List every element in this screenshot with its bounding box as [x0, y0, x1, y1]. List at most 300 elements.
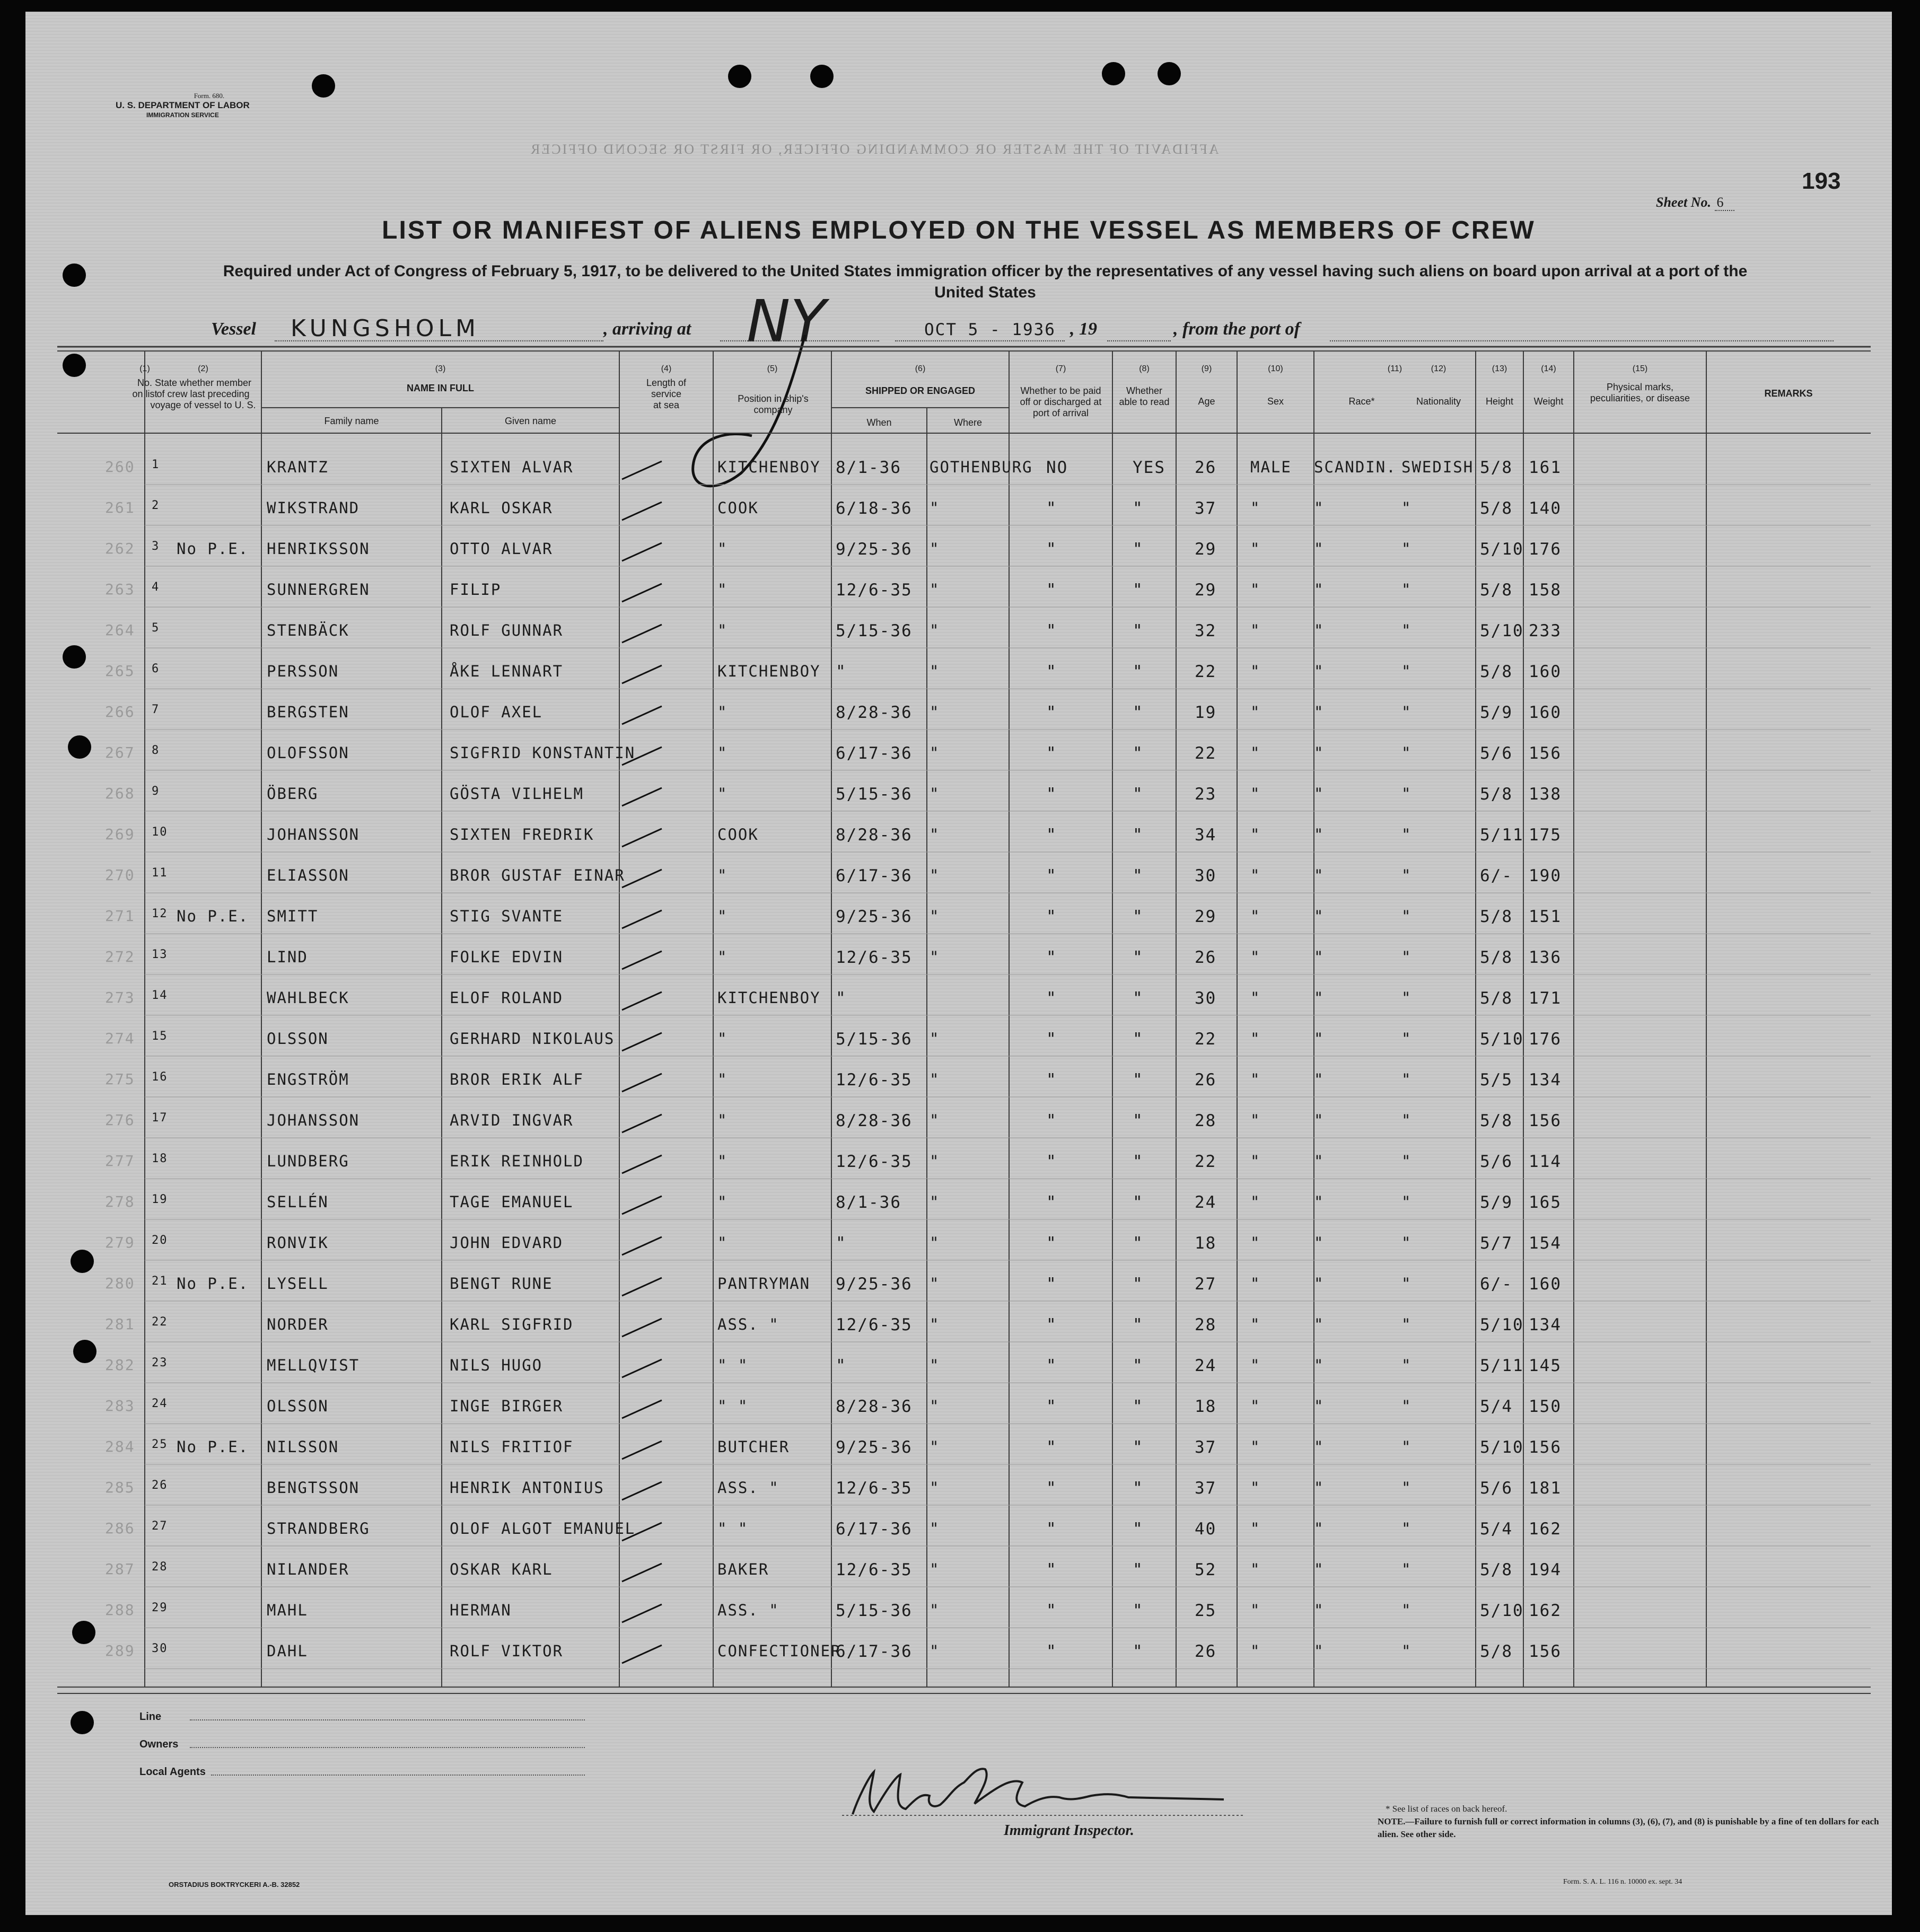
position: ASS. ": [717, 1315, 779, 1333]
family-name: SUNNERGREN: [267, 581, 370, 599]
shipped-when: 12/6-35: [836, 1560, 913, 1579]
weight: 156: [1529, 1642, 1562, 1661]
family-name: MAHL: [267, 1601, 308, 1619]
col-12-label: Nationality: [1416, 396, 1461, 407]
shipped-where: ": [930, 1438, 940, 1456]
position: KITCHENBOY: [717, 458, 821, 476]
able-to-read: ": [1133, 621, 1144, 640]
sex: ": [1250, 1111, 1261, 1129]
list-number: 2: [152, 499, 160, 512]
age: 25: [1195, 1601, 1217, 1620]
page-title: LIST OR MANIFEST OF ALIENS EMPLOYED ON THE VESSEL AS MEMBERS OF CREW: [382, 216, 1536, 244]
race: ": [1314, 1397, 1325, 1415]
position: BUTCHER: [717, 1438, 790, 1456]
height: 5/8: [1480, 581, 1513, 600]
shipped-where: ": [930, 1520, 940, 1538]
paid-off: ": [1046, 1601, 1057, 1620]
service-check-mark: [622, 788, 662, 806]
height: 5/8: [1480, 499, 1513, 518]
given-name: SIXTEN FREDRIK: [450, 826, 594, 844]
family-name: BENGTSSON: [267, 1479, 360, 1497]
age: 29: [1195, 581, 1217, 600]
position: BAKER: [717, 1560, 769, 1578]
sheet-label: Sheet No.: [1656, 195, 1711, 210]
age: 26: [1195, 1642, 1217, 1661]
able-to-read: ": [1133, 1315, 1144, 1334]
given-name: KARL SIGFRID: [450, 1315, 574, 1333]
height: 5/8: [1480, 1642, 1513, 1661]
sex: ": [1250, 1193, 1261, 1211]
height: 5/11: [1480, 1356, 1524, 1375]
shipped-where: ": [930, 907, 940, 925]
list-number: 8: [152, 744, 160, 757]
service-check-mark: [622, 1564, 662, 1582]
age: 22: [1195, 1152, 1217, 1171]
list-number: 20: [152, 1234, 168, 1247]
arriving-port: NY: [747, 287, 826, 355]
line-number: 289: [105, 1642, 135, 1659]
weight: 161: [1529, 458, 1562, 477]
paid-off: ": [1046, 1479, 1057, 1498]
col-2-number: (2): [198, 364, 208, 373]
age: 37: [1195, 499, 1217, 518]
position: " ": [717, 1356, 749, 1374]
given-name: OSKAR KARL: [450, 1560, 553, 1578]
list-number: 5: [152, 621, 160, 635]
list-number: 29: [152, 1601, 168, 1614]
race: ": [1314, 1234, 1325, 1252]
given-name: BROR ERIK ALF: [450, 1070, 584, 1088]
nationality: ": [1401, 1152, 1412, 1170]
position: ": [717, 948, 728, 966]
family-name: DAHL: [267, 1642, 308, 1660]
list-number: 11: [152, 866, 168, 880]
shipped-when: 8/28-36: [836, 1397, 913, 1416]
height: 5/10: [1480, 1601, 1524, 1620]
shipped-where: ": [930, 1601, 940, 1619]
line-number: 278: [105, 1193, 135, 1210]
race: ": [1314, 1070, 1325, 1088]
previous-voyage: No P.E.: [177, 907, 249, 925]
sex: ": [1250, 1438, 1261, 1456]
weight: 176: [1529, 1030, 1562, 1049]
age: 22: [1195, 662, 1217, 681]
race: ": [1314, 1356, 1325, 1374]
service-check-mark: [622, 992, 662, 1010]
shipped-where: ": [930, 499, 940, 517]
race: ": [1314, 581, 1325, 599]
list-number: 17: [152, 1111, 168, 1125]
family-name: RONVIK: [267, 1234, 329, 1252]
family-name: OLSSON: [267, 1030, 329, 1048]
shipped-where: ": [930, 1397, 940, 1415]
sex: ": [1250, 1601, 1261, 1619]
service-check-mark: [622, 1319, 662, 1337]
shipped-when: 12/6-35: [836, 581, 913, 600]
weight: 176: [1529, 540, 1562, 559]
age: 26: [1195, 458, 1217, 477]
sex: ": [1250, 826, 1261, 844]
shipped-where: ": [930, 703, 940, 721]
shipped-when: ": [836, 1234, 847, 1253]
service-check-mark: [622, 502, 662, 520]
line-number: 281: [105, 1315, 135, 1333]
nationality: ": [1401, 1642, 1412, 1660]
sex: ": [1250, 744, 1261, 762]
race: ": [1314, 499, 1325, 517]
nationality: ": [1401, 1520, 1412, 1538]
line-number: 271: [105, 907, 135, 925]
paid-off: ": [1046, 1152, 1057, 1171]
weight: 156: [1529, 1111, 1562, 1130]
sex: ": [1250, 621, 1261, 639]
inspector-label: Immigrant Inspector.: [1004, 1822, 1134, 1839]
sex: ": [1250, 662, 1261, 680]
position: ": [717, 703, 728, 721]
height: 5/9: [1480, 703, 1513, 722]
line-number: 288: [105, 1601, 135, 1619]
position: KITCHENBOY: [717, 989, 821, 1007]
nationality: ": [1401, 744, 1412, 762]
able-to-read: ": [1133, 499, 1144, 518]
able-to-read: ": [1133, 907, 1144, 926]
paid-off: ": [1046, 866, 1057, 885]
position: COOK: [717, 826, 759, 844]
line-number: 264: [105, 621, 135, 639]
line-number: 283: [105, 1397, 135, 1415]
line-number: 282: [105, 1356, 135, 1374]
given-name: GERHARD NIKOLAUS: [450, 1030, 615, 1048]
previous-voyage: No P.E.: [177, 1438, 249, 1456]
line-number: 263: [105, 581, 135, 598]
given-name: FILIP: [450, 581, 502, 599]
weight: 160: [1529, 662, 1562, 681]
height: 5/11: [1480, 826, 1524, 845]
paid-off: ": [1046, 785, 1057, 804]
service-check-mark: [622, 1033, 662, 1051]
col-6-number: (6): [915, 364, 926, 373]
family-name: JOHANSSON: [267, 826, 360, 844]
weight: 160: [1529, 703, 1562, 722]
list-number: 18: [152, 1152, 168, 1165]
sex: ": [1250, 1479, 1261, 1497]
shipped-when: 12/6-35: [836, 1070, 913, 1090]
family-name: OLSSON: [267, 1397, 329, 1415]
family-name: STRANDBERG: [267, 1520, 370, 1538]
list-number: 14: [152, 989, 168, 1002]
given-name: GÖSTA VILHELM: [450, 785, 584, 803]
col-4-number: (4): [661, 364, 672, 373]
list-number: 10: [152, 826, 168, 839]
shipped-where: ": [930, 1030, 940, 1048]
sex: ": [1250, 1520, 1261, 1538]
vessel-label: Vessel: [211, 319, 256, 339]
given-name: BENGT RUNE: [450, 1275, 553, 1293]
weight: 114: [1529, 1152, 1562, 1171]
col-8-number: (8): [1139, 364, 1150, 373]
weight: 165: [1529, 1193, 1562, 1212]
able-to-read: ": [1133, 1479, 1144, 1498]
nationality: ": [1401, 1479, 1412, 1497]
position: ": [717, 1030, 728, 1048]
able-to-read: ": [1133, 948, 1144, 967]
shipped-when: 8/1-36: [836, 1193, 901, 1212]
shipped-where: ": [930, 826, 940, 844]
shipped-when: 12/6-35: [836, 1152, 913, 1171]
race: ": [1314, 1275, 1325, 1293]
given-name: HERMAN: [450, 1601, 512, 1619]
line-number: 275: [105, 1070, 135, 1088]
shipped-when: 12/6-35: [836, 1315, 913, 1334]
race: ": [1314, 1111, 1325, 1129]
given-name: SIXTEN ALVAR: [450, 458, 574, 476]
shipped-when: 12/6-35: [836, 948, 913, 967]
weight: 162: [1529, 1601, 1562, 1620]
previous-voyage: No P.E.: [177, 1275, 249, 1293]
height: 5/10: [1480, 1315, 1524, 1334]
shipped-where: ": [930, 1111, 940, 1129]
paid-off: ": [1046, 744, 1057, 763]
service-check-mark: [622, 1155, 662, 1173]
weight: 138: [1529, 785, 1562, 804]
height: 5/8: [1480, 458, 1513, 477]
race: ": [1314, 1642, 1325, 1660]
col-15-label: Physical marks, peculiarities, or disease: [1590, 382, 1690, 403]
paid-off: ": [1046, 1275, 1057, 1294]
shipped-when: 6/18-36: [836, 499, 913, 518]
col-12-number: (12): [1431, 364, 1446, 373]
col-5-number: (5): [767, 364, 778, 373]
position: ": [717, 1070, 728, 1088]
list-number: 28: [152, 1560, 168, 1574]
line-number: 277: [105, 1152, 135, 1170]
given-name: NILS HUGO: [450, 1356, 543, 1374]
nationality: ": [1401, 866, 1412, 884]
footer-fields: [139, 1711, 206, 1794]
paid-off: ": [1046, 540, 1057, 559]
family-name: SELLÉN: [267, 1193, 329, 1211]
weight: 194: [1529, 1560, 1562, 1579]
age: 34: [1195, 826, 1217, 845]
position: ASS. ": [717, 1601, 779, 1619]
age: 28: [1195, 1315, 1217, 1334]
sex: ": [1250, 540, 1261, 558]
nationality: ": [1401, 1560, 1412, 1578]
weight: 160: [1529, 1275, 1562, 1294]
col-16-label: REMARKS: [1764, 388, 1813, 399]
from-port-label: , from the port of: [1173, 319, 1300, 339]
height: 5/9: [1480, 1193, 1513, 1212]
family-name: ELIASSON: [267, 866, 349, 884]
height: 5/8: [1480, 948, 1513, 967]
owners-field: [139, 1738, 206, 1766]
age: 27: [1195, 1275, 1217, 1294]
able-to-read: ": [1133, 1642, 1144, 1661]
weight: 190: [1529, 866, 1562, 885]
form-number: Form. 680.: [194, 92, 225, 100]
shipped-when: 5/15-36: [836, 785, 913, 804]
age: 52: [1195, 1560, 1217, 1579]
able-to-read: ": [1133, 1030, 1144, 1049]
given-name: INGE BIRGER: [450, 1397, 564, 1415]
service-check-mark: [622, 584, 662, 602]
col-4-label: Length of service at sea: [646, 377, 687, 410]
race: ": [1314, 948, 1325, 966]
position: ": [717, 907, 728, 925]
col-13-number: (13): [1492, 364, 1507, 373]
family-name: LUNDBERG: [267, 1152, 349, 1170]
bleed-through-text: AFFIDAVIT OF THE MASTER OR COMMANDING OFFICER, OR FIRST OR SECOND OFFICER: [529, 142, 1219, 157]
service-check-mark: [622, 461, 662, 479]
shipped-when: 6/17-36: [836, 744, 913, 763]
shipped-where: ": [930, 1275, 940, 1293]
shipped-when: 9/25-36: [836, 1275, 913, 1294]
paid-off: ": [1046, 662, 1057, 681]
paid-off: NO: [1046, 458, 1068, 477]
paid-off: ": [1046, 1193, 1057, 1212]
col-9-number: (9): [1201, 364, 1212, 373]
paid-off: ": [1046, 1070, 1057, 1090]
service-check-mark: [622, 1074, 662, 1092]
given-name: STIG SVANTE: [450, 907, 564, 925]
col-3-given-label: Given name: [504, 416, 557, 426]
list-number: 7: [152, 703, 160, 716]
line-number: 285: [105, 1479, 135, 1496]
position: " ": [717, 1397, 749, 1415]
age: 18: [1195, 1234, 1217, 1253]
col-14-label: Weight: [1533, 396, 1564, 407]
race: ": [1314, 1152, 1325, 1170]
able-to-read: ": [1133, 1438, 1144, 1457]
shipped-where: ": [930, 1234, 940, 1252]
nationality: ": [1401, 499, 1412, 517]
nationality: ": [1401, 785, 1412, 803]
nationality: ": [1401, 581, 1412, 599]
list-number: 23: [152, 1356, 168, 1369]
col-11-label: Race*: [1348, 396, 1375, 407]
race: ": [1314, 621, 1325, 639]
col-13-label: Height: [1485, 396, 1514, 407]
sex: ": [1250, 1642, 1261, 1660]
race: ": [1314, 662, 1325, 680]
position: ": [717, 744, 728, 762]
age: 22: [1195, 744, 1217, 763]
weight: 233: [1529, 621, 1562, 640]
given-name: ROLF GUNNAR: [450, 621, 564, 639]
age: 29: [1195, 540, 1217, 559]
list-number: 24: [152, 1397, 168, 1410]
age: 19: [1195, 703, 1217, 722]
shipped-where: ": [930, 662, 940, 680]
height: 5/4: [1480, 1520, 1513, 1539]
paid-off: ": [1046, 1560, 1057, 1579]
position: ": [717, 1111, 728, 1129]
race: ": [1314, 744, 1325, 762]
col-14-number: (14): [1541, 364, 1556, 373]
able-to-read: ": [1133, 785, 1144, 804]
paid-off: ": [1046, 1356, 1057, 1375]
paid-off: ": [1046, 948, 1057, 967]
line-number: 269: [105, 826, 135, 843]
shipped-where: ": [930, 1070, 940, 1088]
able-to-read: ": [1133, 1560, 1144, 1579]
family-name: NORDER: [267, 1315, 329, 1333]
able-to-read: ": [1133, 1601, 1144, 1620]
sex: ": [1250, 1315, 1261, 1333]
nationality: ": [1401, 621, 1412, 639]
age: 37: [1195, 1438, 1217, 1457]
local-agents-label: Local Agents: [139, 1766, 206, 1778]
shipped-when: 6/17-36: [836, 866, 913, 885]
service-check-mark: [622, 829, 662, 847]
line-label: Line: [139, 1711, 162, 1723]
sex: MALE: [1250, 458, 1292, 476]
col-1-label: No. on list: [132, 377, 157, 399]
shipped-when: 8/28-36: [836, 703, 913, 722]
col-11-number: (11): [1387, 364, 1402, 373]
inspector-signature: [842, 1756, 1245, 1825]
shipped-when: 8/28-36: [836, 1111, 913, 1130]
nationality: ": [1401, 1275, 1412, 1293]
height: 6/-: [1480, 866, 1513, 885]
col-5-label: Position in ship's company: [738, 393, 809, 415]
position: PANTRYMAN: [717, 1275, 811, 1293]
height: 5/10: [1480, 621, 1524, 640]
given-name: SIGFRID KONSTANTIN: [450, 744, 636, 762]
shipped-where: ": [930, 866, 940, 884]
service-check-mark: [622, 910, 662, 928]
line-number: 273: [105, 989, 135, 1006]
height: 5/8: [1480, 1111, 1513, 1130]
shipped-where: ": [930, 948, 940, 966]
service-check-mark: [622, 625, 662, 643]
able-to-read: ": [1133, 1234, 1144, 1253]
shipped-when: 6/17-36: [836, 1520, 913, 1539]
service-check-mark: [622, 1196, 662, 1214]
race: ": [1314, 1520, 1325, 1538]
able-to-read: ": [1133, 866, 1144, 885]
department-name: U. S. DEPARTMENT OF LABOR: [116, 100, 250, 110]
shipped-when: 8/1-36: [836, 458, 901, 477]
paid-off: ": [1046, 989, 1057, 1008]
sex: ": [1250, 907, 1261, 925]
line-number: 280: [105, 1275, 135, 1292]
race: SCANDIN.: [1314, 458, 1397, 476]
position: ": [717, 866, 728, 884]
list-number: 30: [152, 1642, 168, 1655]
list-number: 13: [152, 948, 168, 961]
weight: 175: [1529, 826, 1562, 845]
nationality: ": [1401, 989, 1412, 1007]
position: " ": [717, 1520, 749, 1538]
nationality: ": [1401, 1315, 1412, 1333]
able-to-read: ": [1133, 581, 1144, 600]
family-name: WAHLBECK: [267, 989, 349, 1007]
nationality: ": [1401, 1356, 1412, 1374]
position: ": [717, 1193, 728, 1211]
able-to-read: ": [1133, 1111, 1144, 1130]
family-name: SMITT: [267, 907, 319, 925]
list-number: 25: [152, 1438, 168, 1451]
service-check-mark: [622, 1604, 662, 1622]
family-name: STENBÄCK: [267, 621, 349, 639]
service-check-mark: [622, 706, 662, 724]
age: 24: [1195, 1356, 1217, 1375]
shipped-where: ": [930, 785, 940, 803]
sex: ": [1250, 866, 1261, 884]
col-3-family-label: Family name: [324, 416, 379, 426]
family-name: HENRIKSSON: [267, 540, 370, 558]
